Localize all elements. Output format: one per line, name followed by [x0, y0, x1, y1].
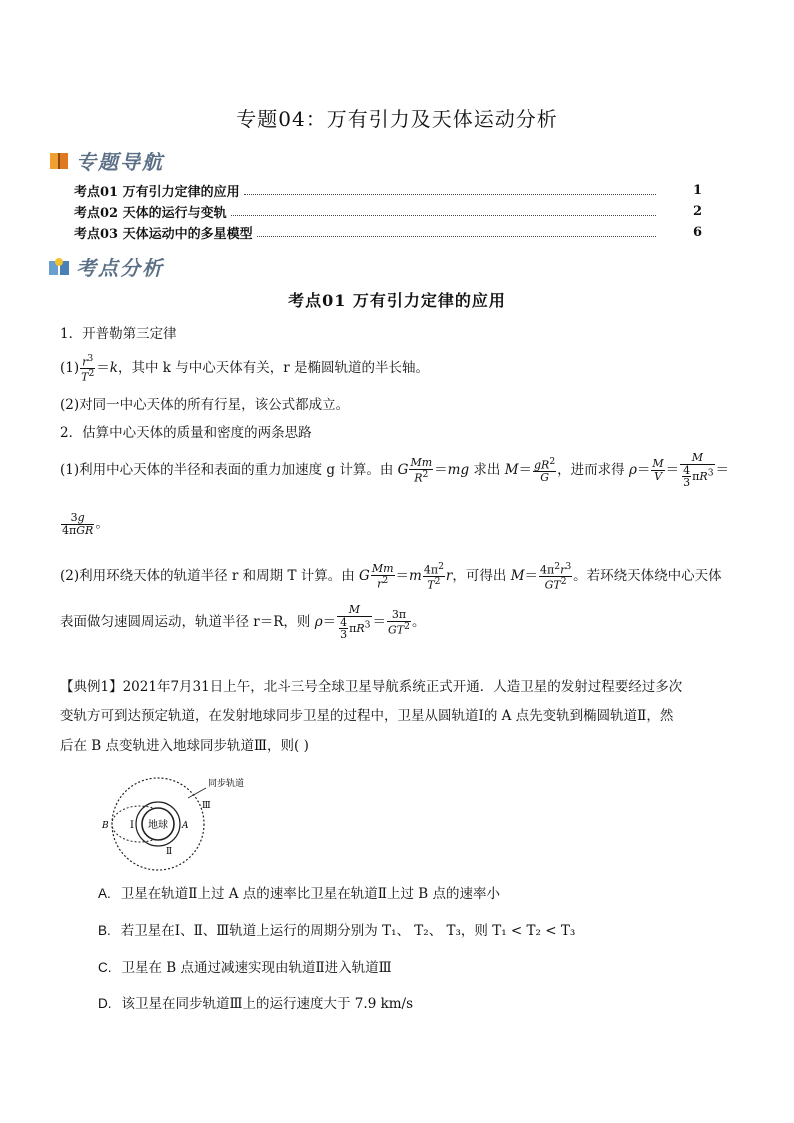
formula-m-v: $\frac{M}{V}$: [652, 457, 664, 483]
example-line-3: 后在 B 点变轨进入地球同步轨道Ⅲ，则( ): [60, 738, 309, 754]
example-line-2: 变轨方可到达预定轨道，在发射地球同步卫星的过程中，卫星从圆轨道Ⅰ的 A 点先变轨到椭圆轨道Ⅱ，然: [60, 708, 674, 724]
option-key: A.: [98, 886, 111, 901]
option-text: 该卫星在同步轨道Ⅲ上的运行速度大于 7.9 km/s: [121, 996, 414, 1012]
option-key: B.: [98, 923, 111, 938]
option-text: 若卫星在Ⅰ、Ⅱ、Ⅲ轨道上运行的周期分别为 T₁、 T₂、 T₃，则 T₁ < T₂ < T₃: [120, 923, 576, 939]
orbit-3-label: Ⅲ: [202, 801, 211, 811]
toc-page-number: 1: [692, 183, 702, 198]
toc-page-number: 6: [692, 225, 702, 240]
earth-label: 地球: [148, 820, 168, 831]
option-key: C.: [98, 960, 112, 975]
para-prefix: (1): [60, 360, 80, 377]
toc-leader: [257, 228, 656, 237]
toc-item-label: 考点02 天体的运行与变轨: [74, 206, 227, 221]
formula-4pi2-t2: $\frac{4\pi^2}{T^2}$: [423, 561, 444, 592]
example-line-1: 【典例1】2021年7月31日上午，北斗三号全球卫星导航系统正式开通．人造卫星的发射过程要经过多次: [60, 679, 683, 695]
analysis-banner-label: 考点分析: [76, 256, 164, 280]
option-text: 卫星在 B 点通过减速实现由轨道Ⅱ进入轨道Ⅲ: [121, 960, 392, 976]
para-text: (2)利用环绕天体的轨道半径 r 和周期 T 计算。由: [60, 568, 360, 585]
para-method-1-result: $\frac{3g}{\text{4πGR}}$ 。: [62, 511, 109, 537]
toc-item-1[interactable]: [74, 181, 702, 200]
heading-kepler: 1．开普勒第三定律: [60, 326, 177, 342]
formula-gmm-r2: $\frac{Mm}{R^2}$: [410, 455, 433, 485]
formula-gmm-r2-orbit: $\frac{Mm}{r^2}$: [371, 562, 394, 591]
formula-3g-4pigr: $\frac{3g}{\text{4πGR}}$: [62, 511, 94, 537]
option-a[interactable]: [98, 882, 738, 902]
document-title: 专题04：万有引力及天体运动分析: [236, 107, 558, 131]
toc-item-3[interactable]: [74, 223, 702, 242]
option-c[interactable]: [98, 956, 738, 976]
orbit-2-label: Ⅱ: [166, 847, 173, 857]
formula-m-volume: M $\frac{4}{3}$ $\pi R^3$: [680, 452, 714, 489]
para-text: 求出: [469, 461, 505, 478]
orbit-diagram: [96, 768, 246, 878]
toc-item-2[interactable]: [74, 202, 702, 221]
para-method-1: (1)利用中心天体的半径和表面的重力加速度 g 计算。由 G $\frac{Mm}{R^2}$ ＝mg 求出 M＝ $\frac{gR^2}{G}$ ，进而求得 ρ＝ $\frac{M}{V}$ ＝ M $\frac{4}{3}$ $\pi R^3$ ＝: [60, 451, 730, 490]
nav-banner-label: 专题导航: [76, 150, 164, 174]
para-text: ，其中 k 与中心天体有关，r 是椭圆轨道的半长轴。: [117, 360, 429, 377]
para-text: 表面做匀速圆周运动，轨道半径 r＝R，则: [60, 613, 315, 630]
para-method-2-density: 表面做匀速圆周运动，轨道半径 r＝R，则 ρ＝ M $\frac{4}{3}$ $\pi R^3$ ＝ $\frac{3\pi}{GT^2}$ 。: [60, 603, 426, 642]
para-same-center: (2)对同一中心天体的所有行星，该公式都成立。: [60, 397, 350, 413]
nav-banner: [48, 146, 164, 175]
option-b[interactable]: [98, 919, 738, 939]
para-text: (1)利用中心天体的半径和表面的重力加速度 g 计算。由: [60, 461, 398, 478]
para-kepler-formula: (1) $\frac{r^3}{T^2}$ ＝k，其中 k 与中心天体有关，r 是椭圆轨道的半长轴。: [60, 353, 429, 384]
formula-3pi-gt2: $\frac{3\pi}{GT^2}$: [388, 607, 410, 637]
formula-m-volume-2: M $\frac{4}{3}$ $\pi R^3$: [337, 604, 371, 641]
para-method-2: (2)利用环绕天体的轨道半径 r 和周期 T 计算。由 G $\frac{Mm}{r^2}$ ＝m $\frac{4\pi^2}{T^2}$ r，可得出 M＝ $\frac{4\pi^2r^3}{GT^2}$ 。若环绕天体绕中心天体: [60, 561, 722, 592]
orbit-1-label: Ⅰ: [130, 820, 134, 831]
toc-leader: [231, 207, 656, 216]
para-text: 。若环绕天体绕中心天体: [573, 568, 722, 585]
formula-mass-orbit: $\frac{4\pi^2r^3}{GT^2}$: [540, 561, 572, 592]
para-text: ，可得出: [452, 568, 511, 585]
option-d[interactable]: [98, 992, 738, 1012]
sync-orbit-label: 同步轨道: [208, 779, 245, 789]
book-icon: [48, 256, 70, 278]
analysis-banner: [48, 252, 164, 281]
section-title: 考点01 万有引力定律的应用: [288, 291, 506, 310]
para-text: ，进而求得: [557, 461, 629, 478]
formula-r3-t2: $\frac{r^3}{T^2}$: [81, 353, 95, 384]
option-text: 卫星在轨道Ⅱ上过 A 点的速率比卫星在轨道Ⅱ上过 B 点的速率小: [120, 886, 500, 902]
formula-gr2-g: $\frac{gR^2}{G}$: [534, 455, 556, 485]
book-icon: [48, 150, 70, 172]
label-leader: [188, 788, 206, 798]
option-key: D.: [98, 996, 112, 1011]
toc-page-number: 2: [692, 204, 702, 219]
toc-item-label: 考点03 天体运动中的多星模型: [74, 227, 253, 242]
toc-item-label: 考点01 万有引力定律的应用: [74, 185, 240, 200]
toc-leader: [244, 186, 656, 195]
heading-estimation: 2．估算中心天体的质量和密度的两条思路: [60, 425, 312, 441]
point-b-label: B: [102, 821, 109, 831]
point-a-label: A: [182, 821, 189, 831]
para-text: 。: [411, 613, 426, 630]
